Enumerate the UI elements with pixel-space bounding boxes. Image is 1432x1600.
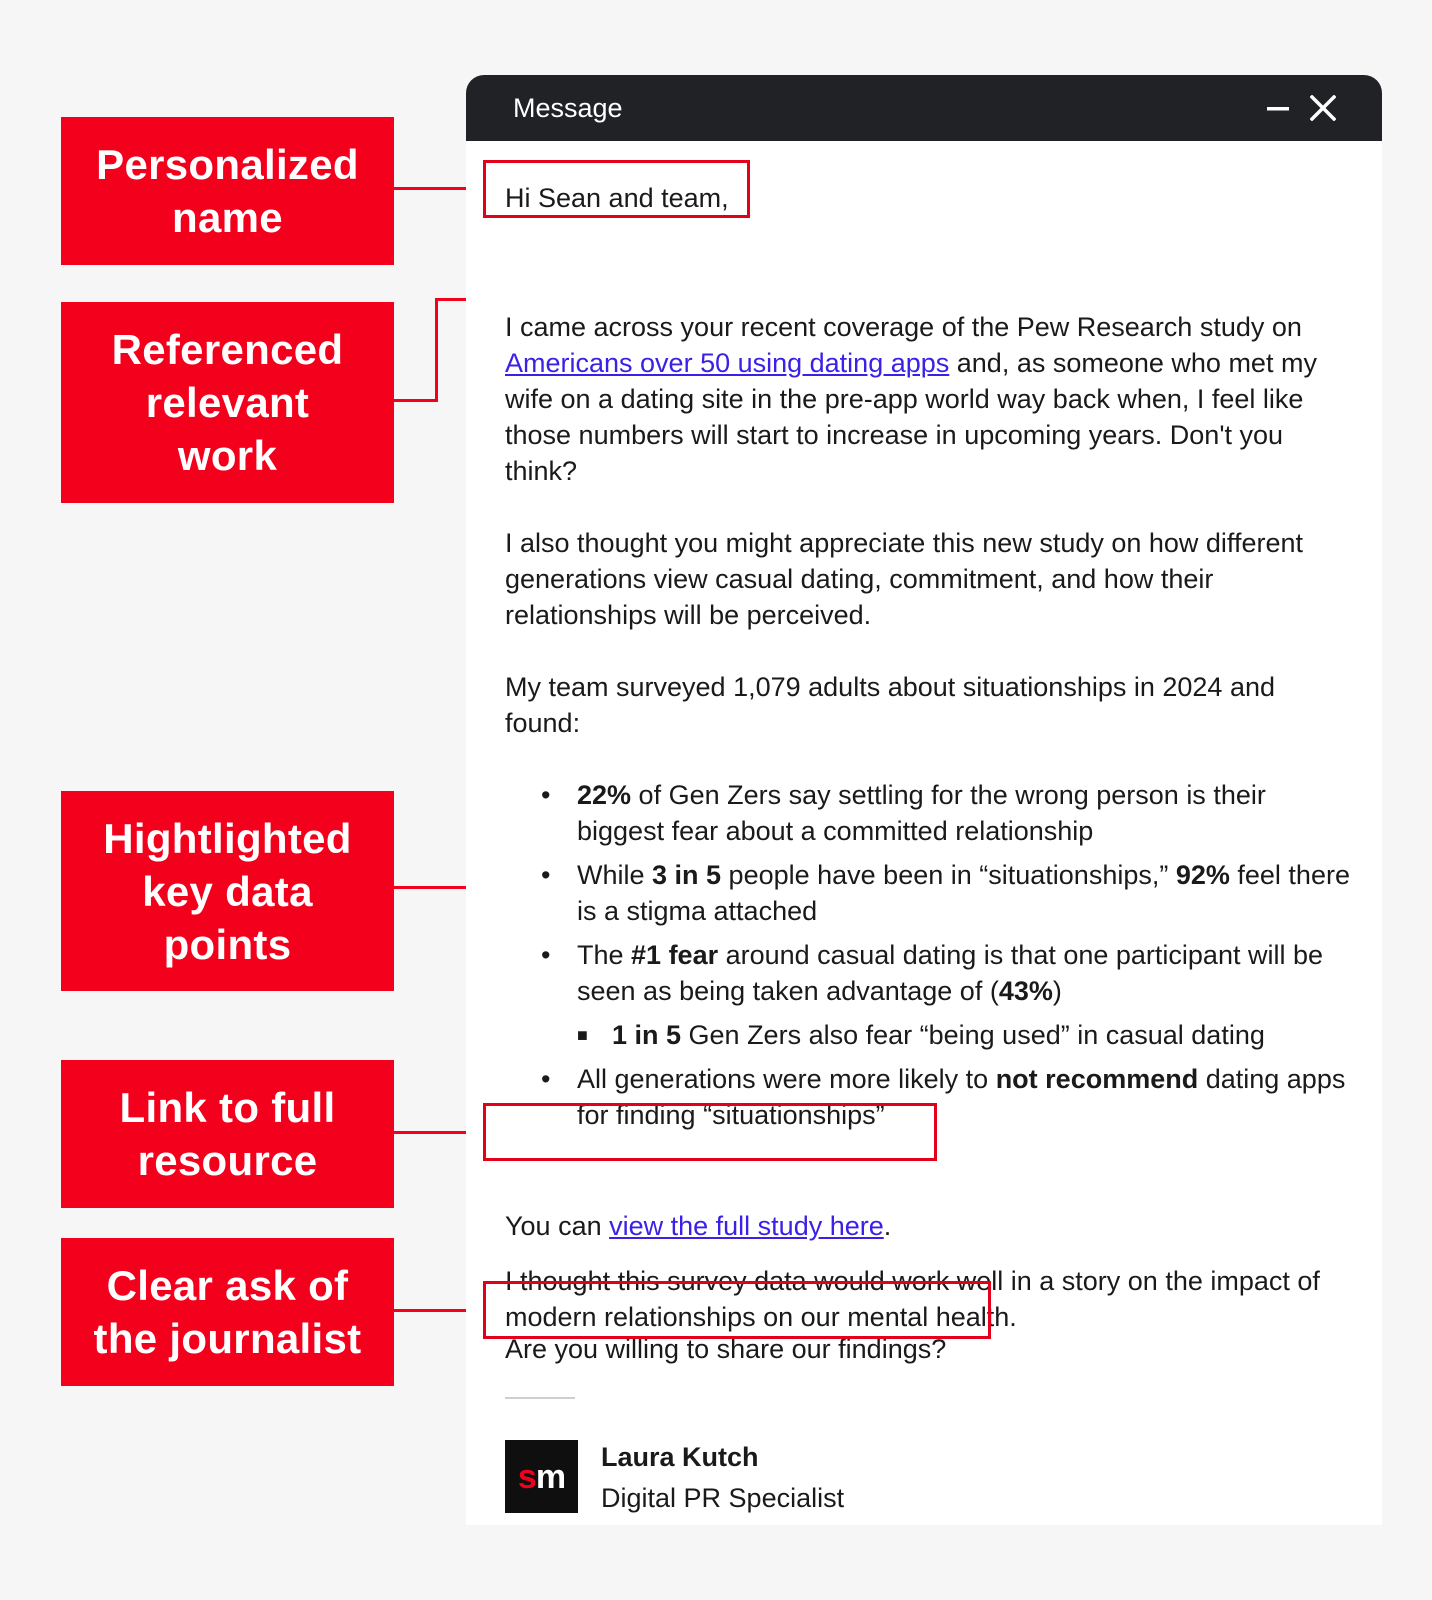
- sender-name: Laura Kutch: [601, 1442, 759, 1472]
- key-data-list: [505, 777, 1351, 1141]
- minus-icon[interactable]: [1266, 96, 1290, 120]
- text: people have been in “situationships,”: [721, 860, 1176, 890]
- paragraph-survey: My team surveyed 1,079 adults about situationships in 2024 and found:: [505, 672, 1275, 738]
- paragraph-referenced-work: [505, 309, 1351, 489]
- text: of Gen Zers say settling for the wrong person is their biggest fear about a committed relationship: [577, 780, 1266, 846]
- signature: [505, 1440, 844, 1515]
- list-item: [505, 857, 1351, 929]
- window-title: Message: [513, 92, 623, 123]
- text: Gen Zers also fear “being used” in casual dating: [681, 1020, 1265, 1050]
- text: .: [883, 1211, 892, 1241]
- annotation-highlighted-data: Hightlighted key data points: [61, 791, 394, 991]
- stat: not recommend: [995, 1064, 1199, 1094]
- list-item-sub: [505, 1017, 1351, 1053]
- text: All generations were more likely to: [577, 1064, 996, 1094]
- highlight-box-ask: [483, 1281, 991, 1339]
- highlight-box-greeting: [483, 160, 750, 218]
- signature-divider: [505, 1397, 575, 1399]
- annotation-link-resource: Link to full resource: [61, 1060, 394, 1208]
- link-line: [505, 1208, 891, 1244]
- title-bar: [466, 75, 1382, 141]
- bullet-icon: •: [541, 780, 551, 810]
- bullet-icon: •: [541, 940, 551, 970]
- connector-line-2: [435, 298, 438, 402]
- connector-line-2: [394, 399, 438, 402]
- text: and, as someone who met my wife on a dating site in the pre-app world way back when, I feel like those numbers will start to increase in upcoming years. Don't you think?: [505, 348, 1317, 486]
- text: I came across your recent coverage of the Pew Research study on: [505, 312, 1302, 342]
- text: While: [577, 860, 653, 890]
- full-study-link[interactable]: view the full study here: [609, 1211, 884, 1241]
- list-item: [505, 777, 1351, 849]
- text: around casual dating is that one participant will be seen as being taken advantage of (: [577, 940, 1323, 1006]
- paragraph-new-study: I also thought you might appreciate this new study on how different generations view casual dating, commitment, and how their relationships will be perceived.: [505, 528, 1303, 630]
- annotation-personalized-name: Personalized name: [61, 117, 394, 265]
- bullet-icon: •: [541, 1064, 551, 1094]
- coverage-link[interactable]: Americans over 50 using dating apps: [505, 348, 950, 378]
- annotation-clear-ask: Clear ask of the journalist: [61, 1238, 394, 1386]
- stat: #1 fear: [631, 940, 719, 970]
- stat: 92%: [1175, 860, 1230, 890]
- stat: 3 in 5: [652, 860, 722, 890]
- text: feel there is a stigma attached: [577, 860, 1350, 926]
- sender-role: Digital PR Specialist: [601, 1483, 845, 1513]
- greeting: Hi Sean and team,: [505, 183, 729, 213]
- clear-ask: Are you willing to share our findings?: [505, 1334, 947, 1364]
- text: ): [1052, 976, 1062, 1006]
- stat: 43%: [998, 976, 1053, 1006]
- text: The: [577, 940, 632, 970]
- stat: 22%: [577, 780, 632, 810]
- logo-letter-s: s: [517, 1457, 536, 1496]
- text: You can: [505, 1211, 610, 1241]
- signature-text: [601, 1440, 844, 1515]
- list-item: [505, 937, 1351, 1009]
- highlight-box-link: [483, 1103, 937, 1161]
- close-icon[interactable]: [1310, 95, 1336, 121]
- bullet-icon: •: [541, 860, 551, 890]
- sm-logo: [505, 1440, 578, 1513]
- stat: 1 in 5: [612, 1020, 682, 1050]
- annotation-referenced-work: Referenced relevant work: [61, 302, 394, 503]
- text: dating apps for finding “situationships”: [577, 1064, 1346, 1130]
- window-controls: [1266, 95, 1336, 121]
- paragraph-story-pitch: I thought this survey data would work well in a story on the impact of modern relationships on our mental health.: [505, 1266, 1320, 1332]
- logo-letter-m: m: [535, 1457, 566, 1496]
- square-bullet-icon: ■: [577, 1025, 588, 1045]
